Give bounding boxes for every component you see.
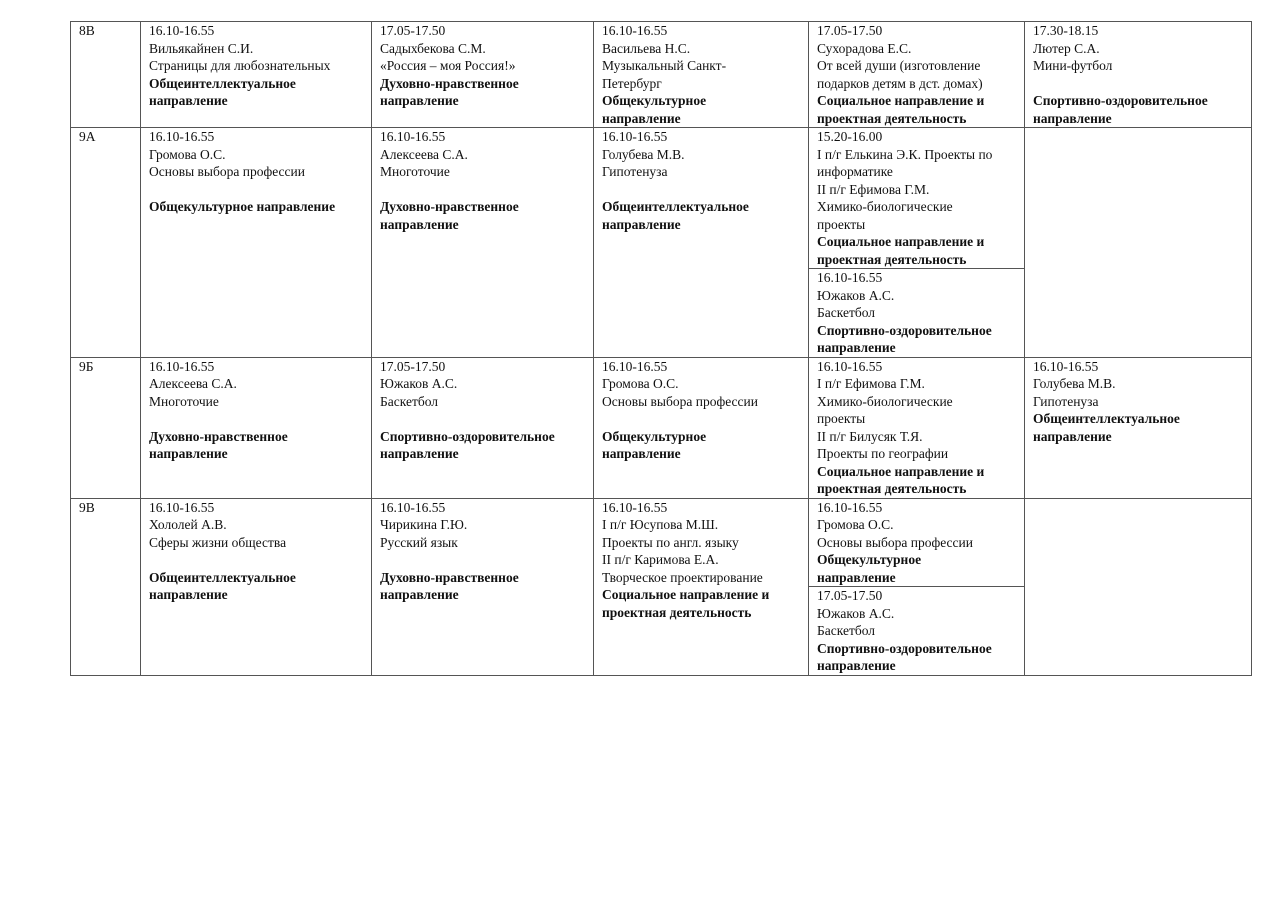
activity-line: Чирикина Г.Ю.	[380, 517, 468, 532]
activity-line: Русский язык	[380, 534, 458, 550]
activity-line: Громова О.С.	[817, 517, 894, 532]
table-row	[71, 357, 1252, 498]
activity-line: Основы выбора профессии	[602, 393, 758, 409]
activity-cell	[372, 128, 594, 358]
activity-line: 17.05-17.50	[817, 588, 883, 603]
direction-label: направление	[1033, 428, 1112, 444]
activity-block	[141, 358, 371, 463]
activity-line: 16.10-16.55	[817, 358, 883, 374]
direction-label: направление	[602, 446, 681, 461]
direction-label: направление	[817, 569, 896, 585]
activity-line: 16.10-16.55	[1033, 358, 1099, 374]
activity-line: 17.05-17.50	[380, 23, 446, 38]
activity-line: 16.10-16.55	[380, 499, 446, 515]
direction-label: направление	[380, 446, 459, 461]
activity-block	[594, 499, 808, 622]
table-row	[71, 128, 1252, 358]
activity-line: подарков детям в дст. домах)	[817, 75, 983, 91]
direction-label: направление	[149, 93, 228, 108]
activity-line: Музыкальный Санкт-	[602, 58, 727, 73]
activity-block	[809, 358, 1024, 498]
activity-cell	[372, 498, 594, 675]
activity-cell	[141, 22, 372, 128]
activity-block	[372, 499, 593, 604]
activity-line: Хололей А.В.	[149, 517, 227, 532]
activity-line: Мини-футбол	[1033, 58, 1113, 73]
activity-block	[372, 22, 593, 110]
activity-line: проекты	[817, 411, 866, 426]
activity-cell	[141, 357, 372, 498]
direction-label: направление	[380, 216, 459, 232]
activity-cell	[809, 498, 1025, 675]
activity-line: 17.05-17.50	[817, 23, 883, 38]
activity-line: I п/г Ефимова Г.М.	[817, 376, 925, 391]
activity-line: I п/г Юсупова М.Ш.	[602, 517, 719, 532]
schedule-body	[71, 22, 1252, 676]
activity-line: Баскетбол	[817, 623, 876, 638]
direction-label: Общеинтеллектуальное	[1033, 411, 1180, 426]
activity-line: 16.10-16.55	[149, 499, 215, 515]
activity-line: Громова О.С.	[602, 376, 679, 391]
activity-block	[809, 499, 1024, 587]
activity-line: Проекты по географии	[817, 446, 949, 461]
activity-line: Химико-биологические	[817, 393, 953, 409]
activity-cell	[1025, 498, 1252, 675]
activity-line: 16.10-16.55	[817, 270, 883, 285]
activity-block	[594, 128, 808, 233]
activity-line: Химико-биологические	[817, 199, 953, 214]
activity-line: Гипотенуза	[1033, 393, 1099, 409]
activity-cell	[594, 128, 809, 358]
activity-line: Многоточие	[149, 393, 219, 409]
table-row	[71, 498, 1252, 675]
direction-label: Общеинтеллектуальное	[149, 75, 296, 91]
activity-line: Основы выбора профессии	[149, 164, 305, 179]
activity-line: Садыхбекова С.М.	[380, 40, 486, 56]
class-label: 8В	[71, 22, 141, 128]
activity-block	[809, 128, 1024, 268]
activity-line: Сухорадова Е.С.	[817, 40, 912, 56]
activity-line: 16.10-16.55	[817, 499, 883, 515]
direction-label: Социальное направление и	[817, 234, 985, 249]
activity-line: Громова О.С.	[149, 146, 226, 162]
activity-line: Гипотенуза	[602, 164, 668, 179]
direction-label: Спортивно-оздоровительное	[817, 640, 992, 656]
activity-block	[809, 586, 1024, 675]
direction-label: Спортивно-оздоровительное	[817, 322, 992, 338]
activity-line	[149, 410, 363, 428]
direction-label: направление	[380, 93, 459, 108]
activity-line: I п/г Елькина Э.К. Проекты по	[817, 146, 993, 162]
activity-cell	[809, 22, 1025, 128]
activity-cell	[372, 357, 594, 498]
activity-line	[602, 410, 800, 428]
activity-line: Алексеева С.А.	[149, 376, 237, 391]
activity-line: Голубева М.В.	[602, 146, 685, 162]
activity-line: 16.10-16.55	[602, 23, 668, 38]
activity-line: 16.10-16.55	[149, 129, 215, 144]
activity-line: II п/г Каримова Е.А.	[602, 552, 719, 567]
activity-line: 16.10-16.55	[602, 358, 668, 374]
activity-cell	[594, 498, 809, 675]
activity-line: 16.10-16.55	[602, 129, 668, 144]
activity-line	[149, 551, 363, 569]
activity-line: Южаков А.С.	[817, 287, 895, 303]
activity-line: 16.10-16.55	[380, 129, 446, 144]
activity-line: 15.20-16.00	[817, 129, 883, 144]
direction-label: Духовно-нравственное	[380, 75, 519, 91]
activity-line	[149, 181, 363, 199]
activity-line: 16.10-16.55	[149, 358, 215, 374]
activity-line: 16.10-16.55	[149, 23, 215, 38]
activity-line: 17.30-18.15	[1033, 23, 1099, 38]
activity-line: II п/г Ефимова Г.М.	[817, 181, 930, 197]
activity-line: Петербург	[602, 75, 662, 91]
activity-line: Баскетбол	[817, 305, 876, 320]
direction-label: Спортивно-оздоровительное	[1033, 93, 1208, 108]
direction-label: направление	[817, 658, 896, 673]
activity-line: Южаков А.С.	[380, 376, 458, 391]
direction-label: направление	[817, 340, 896, 355]
activity-line: «Россия – моя Россия!»	[380, 58, 516, 73]
activity-block	[809, 22, 1024, 127]
direction-label: Духовно-нравственное	[380, 199, 519, 214]
direction-label: направление	[149, 446, 228, 461]
activity-line: Страницы для любознательных	[149, 58, 331, 73]
activity-line: II п/г Билусяк Т.Я.	[817, 428, 923, 444]
activity-line: 16.10-16.55	[602, 499, 668, 515]
activity-block	[372, 128, 593, 233]
direction-label: направление	[602, 110, 681, 126]
activity-block	[141, 22, 371, 110]
activity-line	[380, 551, 585, 569]
direction-label: Общекультурное	[602, 93, 707, 108]
activity-block	[594, 358, 808, 463]
direction-label: проектная деятельность	[817, 481, 967, 496]
direction-label: направление	[149, 587, 228, 602]
direction-label: Духовно-нравственное	[149, 428, 288, 444]
activity-line: Вильякайнен С.И.	[149, 40, 254, 56]
activity-line: Баскетбол	[380, 393, 439, 409]
activity-cell	[1025, 128, 1252, 358]
activity-cell	[594, 357, 809, 498]
activity-block	[1025, 358, 1251, 446]
direction-label: Социальное направление и	[817, 463, 985, 479]
activity-line: информатике	[817, 164, 893, 179]
direction-label: Общеинтеллектуальное	[602, 199, 749, 214]
direction-label: Социальное направление и	[602, 587, 770, 602]
activity-block	[372, 358, 593, 463]
direction-label: проектная деятельность	[602, 604, 752, 620]
class-label: 9Б	[71, 357, 141, 498]
class-label: 9А	[71, 128, 141, 358]
activity-line	[380, 181, 585, 199]
activity-line: Творческое проектирование	[602, 569, 763, 585]
direction-label: Общеинтеллектуальное	[149, 569, 296, 585]
activity-line: Васильева Н.С.	[602, 40, 691, 56]
activity-line	[380, 410, 585, 428]
activity-line: Сферы жизни общества	[149, 534, 287, 550]
direction-label: Общекультурное	[817, 552, 922, 567]
direction-label: направление	[380, 587, 459, 602]
activity-block	[141, 499, 371, 604]
activity-cell	[809, 357, 1025, 498]
direction-label: направление	[602, 216, 681, 232]
direction-label: проектная деятельность	[817, 251, 967, 267]
activity-line: Голубева М.В.	[1033, 376, 1116, 391]
activity-block	[594, 22, 808, 127]
activity-line: Алексеева С.А.	[380, 146, 468, 162]
activity-line: Основы выбора профессии	[817, 534, 973, 550]
direction-label: Духовно-нравственное	[380, 569, 519, 585]
activity-line	[602, 181, 800, 199]
direction-label: Социальное направление и	[817, 93, 985, 108]
activity-cell	[141, 128, 372, 358]
activity-line: От всей души (изготовление	[817, 58, 981, 73]
activity-cell	[809, 128, 1025, 358]
direction-label: направление	[1033, 110, 1112, 126]
schedule-table	[70, 21, 1252, 676]
direction-label: проектная деятельность	[817, 110, 967, 126]
activity-block	[141, 128, 371, 216]
table-row	[71, 22, 1252, 128]
activity-cell	[594, 22, 809, 128]
activity-line: Проекты по англ. языку	[602, 534, 739, 550]
class-label: 9В	[71, 498, 141, 675]
direction-label: Общекультурное направление	[149, 199, 336, 214]
activity-cell	[1025, 357, 1252, 498]
activity-line: Южаков А.С.	[817, 605, 895, 621]
activity-line: Лютер С.А.	[1033, 40, 1100, 56]
activity-cell	[372, 22, 594, 128]
direction-label: Общекультурное	[602, 428, 707, 444]
activity-line: Многоточие	[380, 164, 450, 179]
activity-line: проекты	[817, 216, 866, 232]
activity-cell	[141, 498, 372, 675]
activity-line: 17.05-17.50	[380, 358, 446, 374]
activity-line	[1033, 75, 1243, 93]
activity-block	[809, 268, 1024, 357]
activity-block	[1025, 22, 1251, 127]
activity-cell	[1025, 22, 1252, 128]
direction-label: Спортивно-оздоровительное	[380, 428, 555, 444]
